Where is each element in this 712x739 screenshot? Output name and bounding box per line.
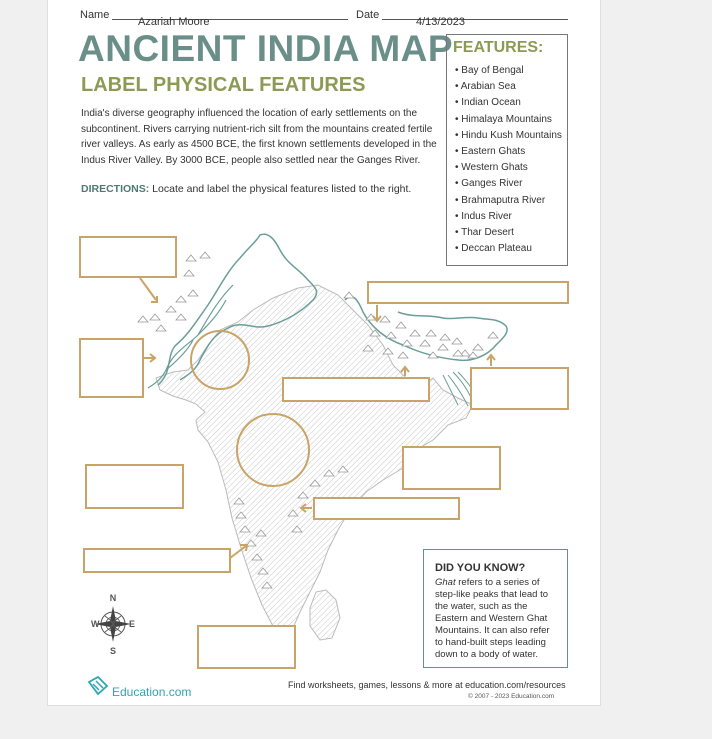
page-subtitle: LABEL PHYSICAL FEATURES <box>81 74 366 96</box>
compass-w: W <box>91 619 100 629</box>
label-box[interactable] <box>402 446 501 490</box>
name-value: Azariah Moore <box>138 16 210 28</box>
education-logo-icon <box>86 676 110 696</box>
label-box[interactable] <box>197 625 296 669</box>
feature-item: • Ganges River <box>455 176 562 192</box>
feature-item: • Indian Ocean <box>455 95 562 111</box>
label-box[interactable] <box>367 281 569 304</box>
label-box[interactable] <box>282 377 430 402</box>
footer-text: Find worksheets, games, lessons & more at education.com/resources <box>288 680 566 690</box>
feature-item: • Eastern Ghats <box>455 144 562 160</box>
intro-text: India's diverse geography influenced the location of early settlements on the subcontinent. Rivers carrying nutrient-rich silt from the mountains created fertile river valleys. As early as 4500 BCE, the first known settlements developed in the Indus River Valley. By 3000 BCE, people also settled near the Ganges River. <box>81 108 437 166</box>
date-label: Date <box>356 9 380 21</box>
worksheet <box>48 0 600 705</box>
features-title: FEATURES: <box>453 39 544 56</box>
feature-item: • Hindu Kush Mountains <box>455 128 562 144</box>
feature-item: • Arabian Sea <box>455 79 562 95</box>
feature-item: • Himalaya Mountains <box>455 112 562 128</box>
compass-n: N <box>109 593 117 603</box>
ghat-term: Ghat <box>435 577 456 588</box>
feature-item: • Thar Desert <box>455 225 562 241</box>
date-value: 4/13/2023 <box>416 16 465 28</box>
directions-label: DIRECTIONS: <box>81 183 150 195</box>
feature-item: • Indus River <box>455 209 562 225</box>
compass-e: E <box>128 619 135 629</box>
did-you-know-body: refers to a series of step-like peaks that lead to the water, such as the Eastern and Western Ghat Mountains. It can also refer to hand-built steps leading down to a body of water. <box>435 577 550 660</box>
feature-item: • Deccan Plateau <box>455 241 562 257</box>
feature-item: • Western Ghats <box>455 160 562 176</box>
name-label: Name <box>80 9 110 21</box>
education-logo[interactable] <box>86 676 192 701</box>
feature-item: • Bay of Bengal <box>455 63 562 79</box>
copyright-text: © 2007 - 2023 Education.com <box>468 693 555 700</box>
education-logo-text: Education.com <box>112 685 192 699</box>
label-box[interactable] <box>83 548 231 573</box>
feature-item: • Brahmaputra River <box>455 193 562 209</box>
did-you-know-box <box>423 549 568 668</box>
sri-lanka <box>310 590 340 640</box>
label-box[interactable] <box>79 236 177 278</box>
compass-icon <box>90 590 136 656</box>
did-you-know-text <box>435 577 560 661</box>
label-box[interactable] <box>470 367 569 410</box>
label-box[interactable] <box>313 497 460 520</box>
compass-s: S <box>109 646 117 656</box>
directions-text: Locate and label the physical features listed to the right. <box>152 183 412 195</box>
label-box[interactable] <box>79 338 144 398</box>
page-title: ANCIENT INDIA MAP <box>78 28 454 69</box>
label-box[interactable] <box>85 464 184 509</box>
did-you-know-title: DID YOU KNOW? <box>435 562 526 574</box>
